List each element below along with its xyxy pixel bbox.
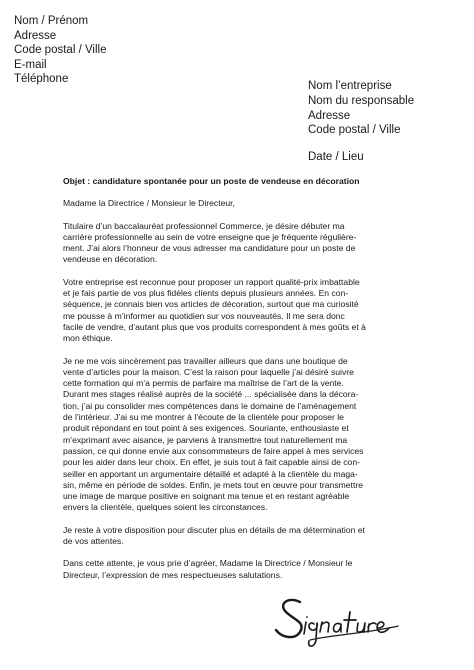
recipient-address: Adresse xyxy=(308,109,351,122)
handwritten-signature xyxy=(270,590,420,650)
letter-salutation: Madame la Directrice / Monsieur le Directeur, xyxy=(63,198,235,209)
letter-subject: Objet : candidature spontanée pour un poste de vendeuse en décoration xyxy=(63,176,360,186)
paragraph-line: mon éthique. xyxy=(63,333,113,344)
paragraph-line: une image de marque positive en soignant ma tenue et en restant agréable xyxy=(63,491,350,502)
paragraph-line: m’exprimant avec aisance, je parviens à transmettre tout naturellement ma xyxy=(63,434,348,445)
paragraph-company xyxy=(63,277,423,345)
paragraph-experience xyxy=(63,356,423,514)
paragraph-line: vendeuse en décoration. xyxy=(63,254,158,265)
paragraph-line: Dans cette attente, je vous prie d’agréer, Madame la Directrice / Monsieur le xyxy=(63,558,353,569)
paragraph-line: de l’intérieur. J’ai su me montrer à l’écoute de la clientèle pour proposer le xyxy=(63,412,344,423)
paragraph-line: cette formation qui m’a permis de parfaire ma maîtrise de l’art de la vente. xyxy=(63,378,344,389)
paragraph-line: Je reste à votre disposition pour discuter plus en détails de ma détermination et xyxy=(63,524,365,535)
recipient-postal-city: Code postal / Ville xyxy=(308,124,401,137)
paragraph-availability xyxy=(63,525,423,548)
letter-body xyxy=(63,176,423,592)
paragraph-line: envers la clientèle, quelques soient les circonstances. xyxy=(63,502,268,513)
sender-address: Adresse xyxy=(14,29,57,42)
paragraph-line: me pousse à m’informer au quotidien sur vos nouveautés. Il me sera donc xyxy=(63,310,345,321)
paragraph-line: Directeur, l’expression de mes respectueuses salutations. xyxy=(63,569,283,580)
paragraph-line: tion, j’ai pu consolider mes compétences dans le domaine de l’aménagement xyxy=(63,400,357,411)
sender-block xyxy=(14,14,106,87)
paragraph-line: seiller en apportant un argumentaire détaillé et adapté à la clientèle du maga- xyxy=(63,468,358,479)
paragraph-line: ment. J’ai alors l’honneur de vous adresser ma candidature pour un poste de xyxy=(63,243,356,254)
paragraph-line: produit répondant en tout point à ses exigences. Souriante, enthousiaste et xyxy=(63,423,349,434)
paragraph-line: Durant mes stages réalisé auprès de la société ... spécialisée dans la décora- xyxy=(63,389,359,400)
paragraph-line: facile de vendre, d’autant plus que vos produits correspondent à mes goûts et à xyxy=(63,321,366,332)
paragraph-closing xyxy=(63,558,423,581)
paragraph-line: pour les aider dans leur choix. En effet, je suis tout à fait capable ainsi de con- xyxy=(63,457,360,468)
sender-name: Nom / Prénom xyxy=(14,15,89,27)
paragraph-line: carrière professionnelle au sein de votre enseigne que je fréquente régulière- xyxy=(63,231,357,242)
paragraph-line: et je fais partie de vos plus fidèles clients depuis plusieurs années. En con- xyxy=(63,288,349,299)
sender-postal-city: Code postal / Ville xyxy=(14,44,107,57)
recipient-manager: Nom du responsable xyxy=(308,94,415,107)
paragraph-line: séquence, je connais bien vos articles de décoration, surtout que ma curiosité xyxy=(63,299,359,310)
recipient-company: Nom l’entreprise xyxy=(308,80,392,92)
paragraph-intro xyxy=(63,221,423,266)
paragraph-line: vente d’articles pour la maison. C’est la raison pour laquelle j’ai désiré suivre xyxy=(63,366,354,377)
sender-email: E-mail xyxy=(14,58,47,71)
date-place: Date / Lieu xyxy=(308,151,364,163)
paragraph-line: de vos attentes. xyxy=(63,536,124,547)
recipient-block xyxy=(308,79,414,138)
paragraph-line: Je ne me vois sincèrement pas travailler ailleurs que dans une boutique de xyxy=(63,355,348,366)
sender-phone: Téléphone xyxy=(14,73,69,86)
paragraph-line: Titulaire d’un baccalauréat professionnel Commerce, je désire débuter ma xyxy=(63,220,345,231)
paragraph-line: Votre entreprise est reconnue pour proposer un rapport qualité-prix imbattable xyxy=(63,276,360,287)
paragraph-line: passion, ce qui donne envie aux consommateurs de faire appel à mes services xyxy=(63,445,364,456)
paragraph-line: sin, même en période de soldes. Enfin, je mets tout en œuvre pour transmettre xyxy=(63,479,363,490)
